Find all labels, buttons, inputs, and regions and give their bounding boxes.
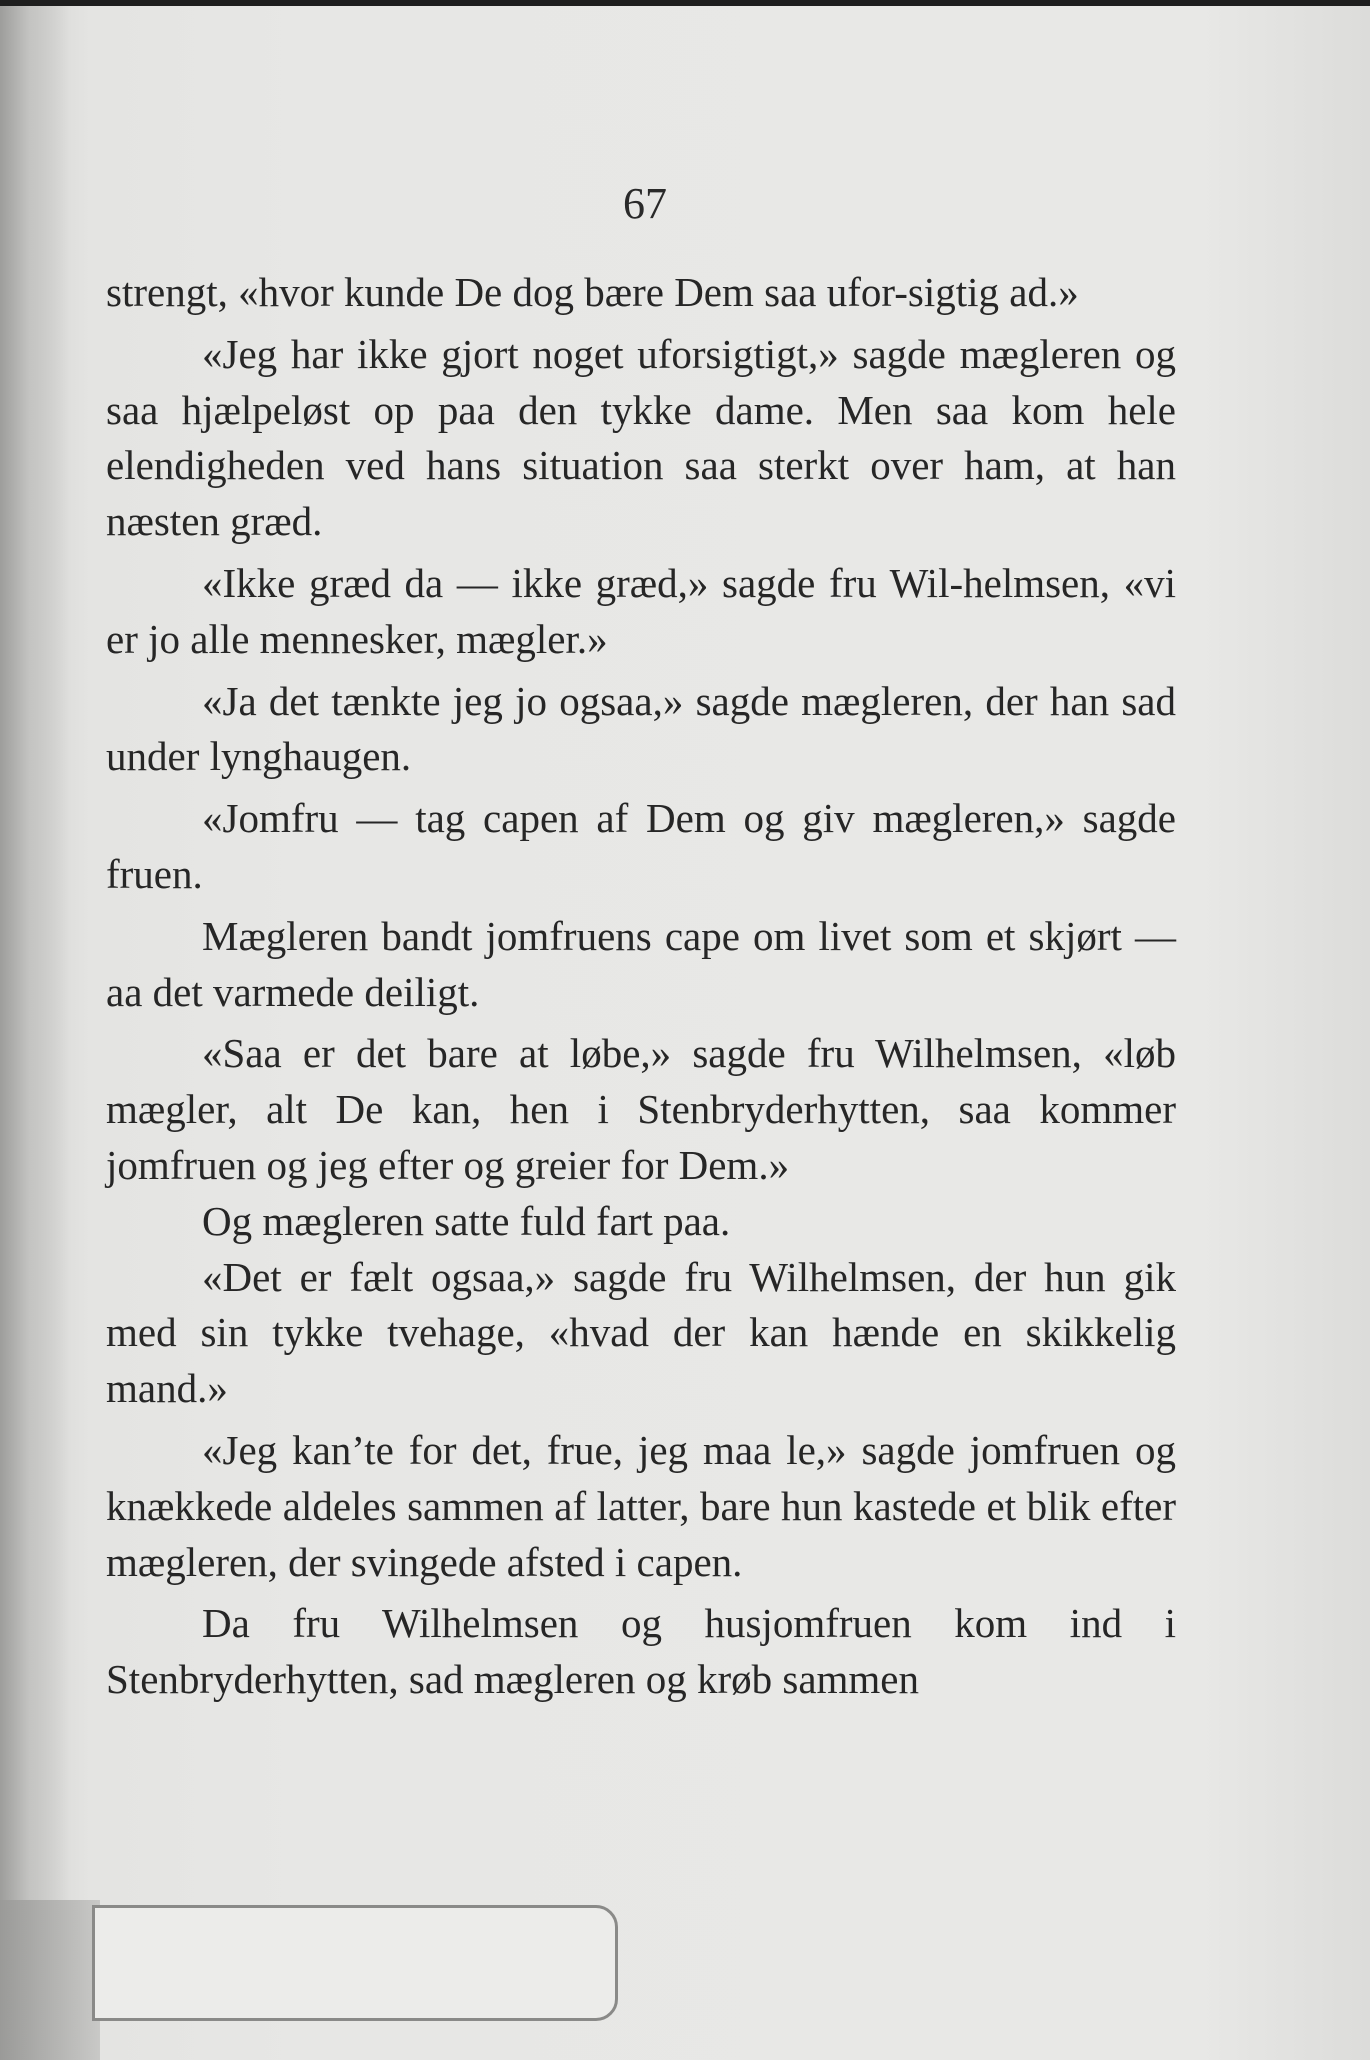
scan-top-edge — [0, 0, 1370, 6]
paragraph-1: strengt, «hvor kunde De dog bære Dem saa ufor-sigtig ad.» — [106, 269, 1079, 315]
body-text — [106, 265, 1176, 1708]
paragraph-10: «Jeg kan’te for det, frue, jeg maa le,» sagde jomfruen og knækkede aldeles sammen af latter, bare hun kastede et blik efter mægleren, der svingede afsted i capen. — [106, 1426, 1176, 1585]
book-spine-strip — [0, 1900, 100, 2060]
paragraph-11: Da fru Wilhelmsen og husjomfruen kom ind i Stenbryderhytten, sad mægleren og krøb sammen — [106, 1600, 1176, 1703]
book-gutter-shadow — [0, 0, 70, 2060]
paragraph-8: Og mægleren satte fuld fart paa. — [202, 1197, 731, 1244]
paragraph-2: «Jeg har ikke gjort noget uforsigtigt,» sagde mægleren og saa hjælpeløst op paa den tykke dame. Men saa kom hele elendigheden ved hans situation saa sterkt over ham, at han næsten græd. — [106, 330, 1176, 545]
page-number: 67 — [623, 179, 667, 228]
paragraph-5: «Jomfru — tag capen af Dem og giv mægleren,» sagde fruen. — [106, 795, 1176, 897]
paragraph-7: «Saa er det bare at løbe,» sagde fru Wilhelmsen, «løb mægler, alt De kan, hen i Stenbryderhytten, saa kommer jomfruen og jeg efter og greier for Dem.» — [106, 1030, 1176, 1188]
library-label-box — [92, 1905, 618, 2021]
paragraph-4: «Ja det tænkte jeg jo ogsaa,» sagde mægleren, der han sad under lynghaugen. — [106, 677, 1176, 780]
paragraph-6: Mægleren bandt jomfruens cape om livet som et skjørt — aa det varmede deiligt. — [106, 912, 1176, 1015]
paragraph-3: «Ikke græd da — ikke græd,» sagde fru Wil-helmsen, «vi er jo alle mennesker, mægler.» — [106, 559, 1176, 662]
paragraph-9: «Det er fælt ogsaa,» sagde fru Wilhelmsen, der hun gik med sin tykke tvehage, «hvad der kan hænde en skikkelig mand.» — [106, 1253, 1176, 1412]
